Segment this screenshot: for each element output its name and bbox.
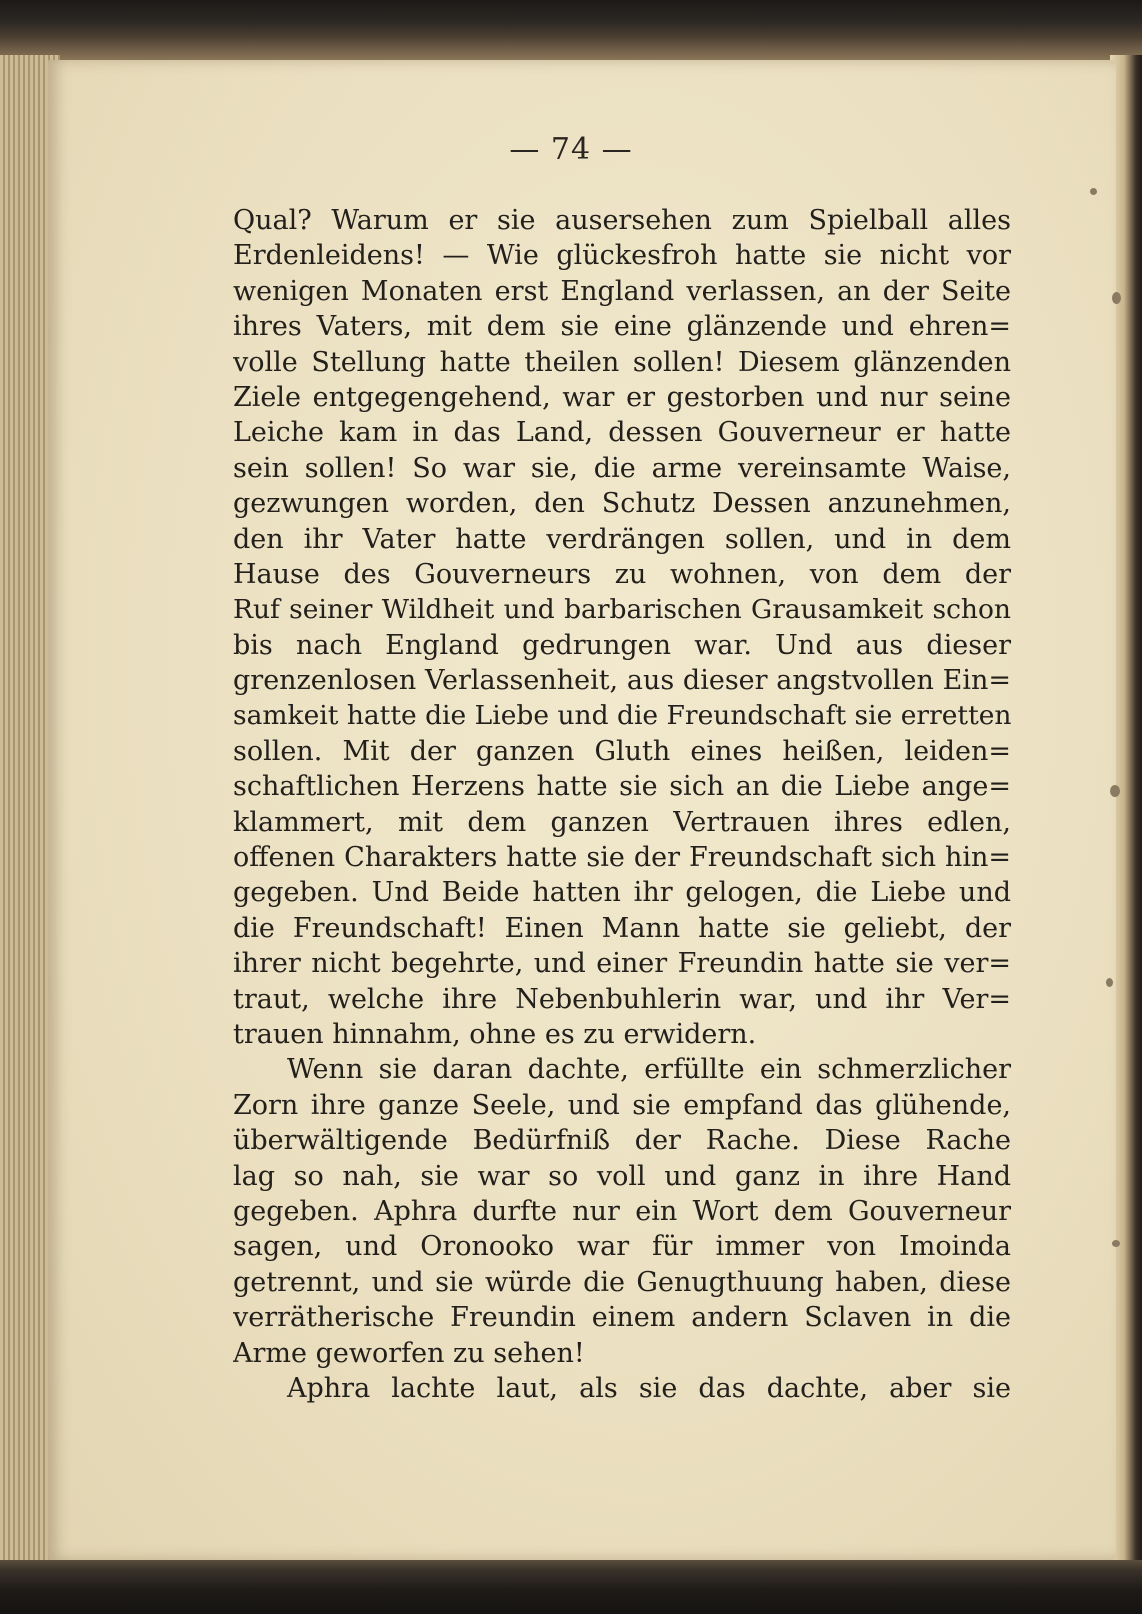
text-line: ihres Vaters, mit dem sie eine glänzende und ehren=	[233, 311, 1011, 343]
text-line: die Freundschaft! Einen Mann hatte sie geliebt, der	[233, 912, 1011, 944]
paper-speck	[1112, 1240, 1120, 1247]
text-line: lag so nah, sie war so voll und ganz in ihre Hand	[233, 1160, 1011, 1192]
text-line: getrennt, und sie würde die Genugthuung haben, diese	[233, 1266, 1011, 1298]
text-line: sollen. Mit der ganzen Gluth eines heißen, leiden=	[233, 735, 1011, 767]
text-line: samkeit hatte die Liebe und die Freundschaft sie erretten	[233, 700, 1011, 732]
text-line: Zorn ihre ganze Seele, und sie empfand das glühende,	[233, 1089, 1011, 1121]
text-line: den ihr Vater hatte verdrängen sollen, und in dem	[233, 523, 1011, 555]
text-line: Ziele entgegengehend, war er gestorben und nur seine	[233, 381, 1011, 413]
text-line: sein sollen! So war sie, die arme vereinsamte Waise,	[233, 452, 1011, 484]
text-line: traut, welche ihre Nebenbuhlerin war, und ihr Ver=	[233, 983, 1011, 1015]
text-line: gegeben. Aphra durfte nur ein Wort dem Gouverneur	[233, 1195, 1011, 1227]
text-line: wenigen Monaten erst England verlassen, an der Seite	[233, 275, 1011, 307]
text-line: Hause des Gouverneurs zu wohnen, von dem der	[233, 558, 1011, 590]
text-line: bis nach England gedrungen war. Und aus dieser	[233, 629, 1011, 661]
text-line: Wenn sie daran dachte, erfüllte ein schmerzlicher	[287, 1054, 1011, 1086]
text-line: sagen, und Oronooko war für immer von Imoinda	[233, 1231, 1011, 1263]
paper-speck	[1106, 978, 1113, 987]
text-line: Leiche kam in das Land, dessen Gouverneur er hatte	[233, 417, 1011, 449]
text-line: Arme geworfen zu sehen!	[233, 1337, 585, 1369]
book-cover-bottom	[0, 1560, 1142, 1614]
text-line: verrätherische Freundin einem andern Sclaven in die	[233, 1302, 1011, 1334]
text-line: offenen Charakters hatte sie der Freundschaft sich hin=	[233, 842, 1011, 874]
text-line: klammert, mit dem ganzen Vertrauen ihres edlen,	[233, 806, 1011, 838]
text-line: Aphra lachte laut, als sie das dachte, aber sie	[287, 1372, 1011, 1404]
text-line: ihrer nicht begehrte, und einer Freundin hatte sie ver=	[233, 948, 1011, 980]
text-line: Erdenleidens! — Wie glückesfroh hatte sie nicht vor	[233, 240, 1011, 272]
text-line: trauen hinnahm, ohne es zu erwidern.	[233, 1018, 757, 1050]
text-line: Ruf seiner Wildheit und barbarischen Grausamkeit schon	[233, 594, 1011, 626]
text-line: gegeben. Und Beide hatten ihr gelogen, die Liebe und	[233, 877, 1011, 909]
paper-speck	[1112, 292, 1121, 304]
text-line: gezwungen worden, den Schutz Dessen anzunehmen,	[233, 488, 1011, 520]
text-line: überwältigende Bedürfniß der Rache. Diese Rache	[233, 1125, 1011, 1157]
text-line: grenzenlosen Verlassenheit, aus dieser angstvollen Ein=	[233, 665, 1011, 697]
body-text	[233, 203, 1011, 1406]
page-number: — 74 —	[509, 132, 633, 167]
text-line: volle Stellung hatte theilen sollen! Diesem glänzenden	[233, 346, 1011, 378]
paper-speck	[1090, 188, 1097, 195]
text-line: schaftlichen Herzens hatte sie sich an die Liebe ange=	[233, 771, 1011, 803]
text-line: Qual? Warum er sie ausersehen zum Spielball alles	[233, 205, 1011, 236]
paper-speck	[1110, 785, 1120, 797]
